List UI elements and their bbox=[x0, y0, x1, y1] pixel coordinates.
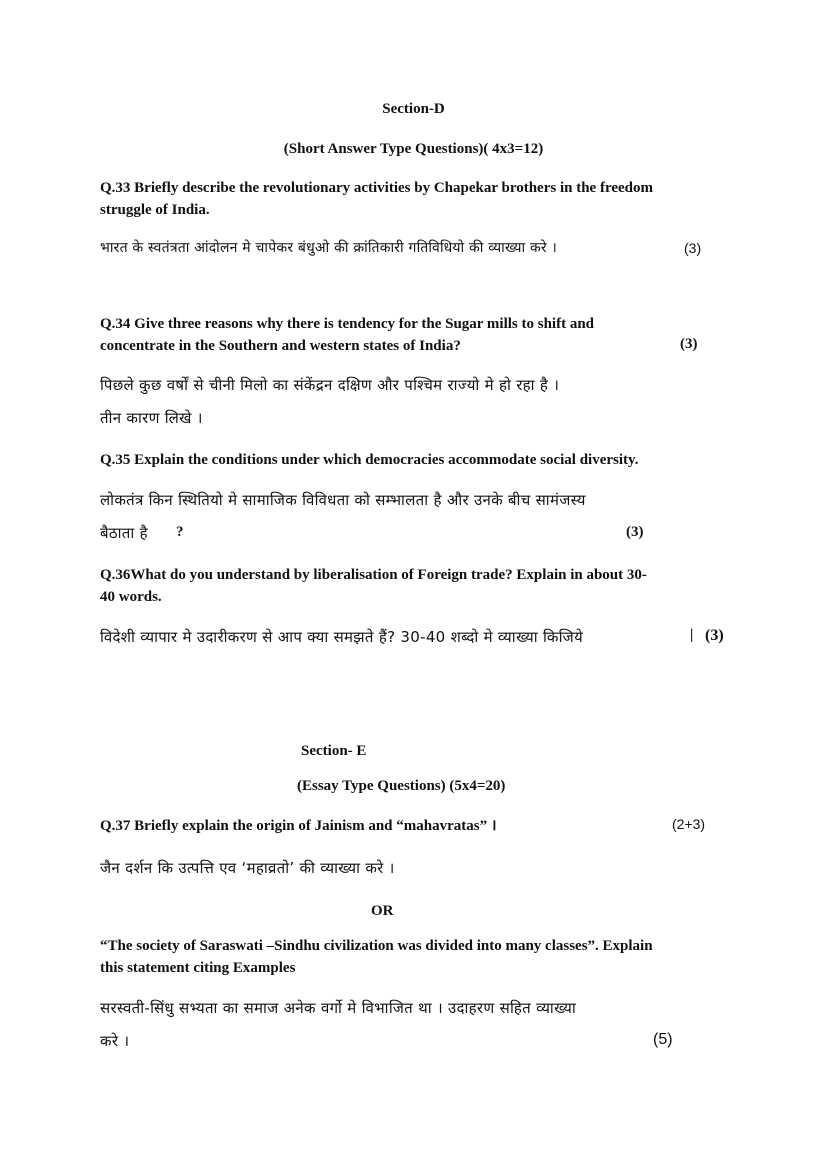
alt-marks: (5) bbox=[653, 1031, 673, 1048]
alt-hindi-line2: करे । bbox=[100, 1032, 130, 1050]
q34-hindi-line2: तीन कारण लिखे । bbox=[100, 409, 203, 427]
q35-question-mark: ? bbox=[176, 524, 184, 540]
q37-english-line1: Q.37 Briefly explain the origin of Jainism and “mahavratas” । bbox=[100, 818, 497, 834]
section-d-title: Section-D bbox=[382, 101, 445, 117]
q33-marks: (3) bbox=[684, 240, 702, 256]
q34-hindi-line1: पिछले कुछ वर्षों से चीनी मिलो का संकेंद्रन दक्षिण और पश्चिम राज्यो मे हो रहा है । bbox=[100, 376, 560, 394]
alt-english-line2: this statement citing Examples bbox=[100, 960, 296, 976]
q36-english-line1: Q.36What do you understand by liberalisation of Foreign trade? Explain in about 30- bbox=[100, 567, 647, 583]
or-label: OR bbox=[371, 903, 394, 919]
q33-english-line2: struggle of India. bbox=[100, 202, 210, 218]
alt-hindi-line1: सरस्वती-सिंधु सभ्यता का समाज अनेक वर्गो मे विभाजित था । उदाहरण सहित व्याख्या bbox=[100, 999, 577, 1017]
q36-english-line2: 40 words. bbox=[100, 589, 162, 605]
q33-english-line1: Q.33 Briefly describe the revolutionary activities by Chapekar brothers in the freedom bbox=[100, 180, 654, 196]
q35-hindi-line1: लोकतंत्र किन स्थितियो मे सामाजिक विविधता को सम्भालता है और उनके बीच सामंजस्य bbox=[100, 491, 586, 509]
section-e-subtitle: (Essay Type Questions) (5x4=20) bbox=[297, 778, 506, 794]
q34-marks: (3) bbox=[680, 336, 698, 352]
section-e-title: Section- E bbox=[301, 743, 367, 759]
q35-hindi-line2: बैठाता है bbox=[100, 524, 148, 542]
q37-marks: (2+3) bbox=[672, 816, 706, 832]
q36-bar: | bbox=[690, 627, 694, 643]
q36-hindi-line1: विदेशी व्यापार मे उदारीकरण से आप क्या समझते हैं? 30-40 शब्दो मे व्याख्या किजिये bbox=[100, 628, 583, 646]
q37-hindi-line1: जैन दर्शन कि उत्पत्ति एव ‘महाव्रतो’ की व्याख्या करे । bbox=[100, 859, 395, 877]
q35-english-line1: Q.35 Explain the conditions under which democracies accommodate social diversity. bbox=[100, 452, 639, 468]
q34-english-line1: Q.34 Give three reasons why there is tendency for the Sugar mills to shift and bbox=[100, 316, 595, 332]
alt-english-line1: “The society of Saraswati –Sindhu civilization was divided into many classes”. Explain bbox=[100, 938, 653, 954]
q35-marks: (3) bbox=[626, 524, 644, 540]
section-d-subtitle: (Short Answer Type Questions)( 4x3=12) bbox=[283, 141, 544, 157]
q34-english-line2: concentrate in the Southern and western states of India? bbox=[100, 338, 461, 354]
q36-marks: (3) bbox=[705, 627, 724, 644]
q33-hindi-line1: भारत के स्वतंत्रता आंदोलन मे चापेकर बंधुओ की क्रांतिकारी गतिविधियो की व्याख्या करे । bbox=[100, 240, 557, 256]
